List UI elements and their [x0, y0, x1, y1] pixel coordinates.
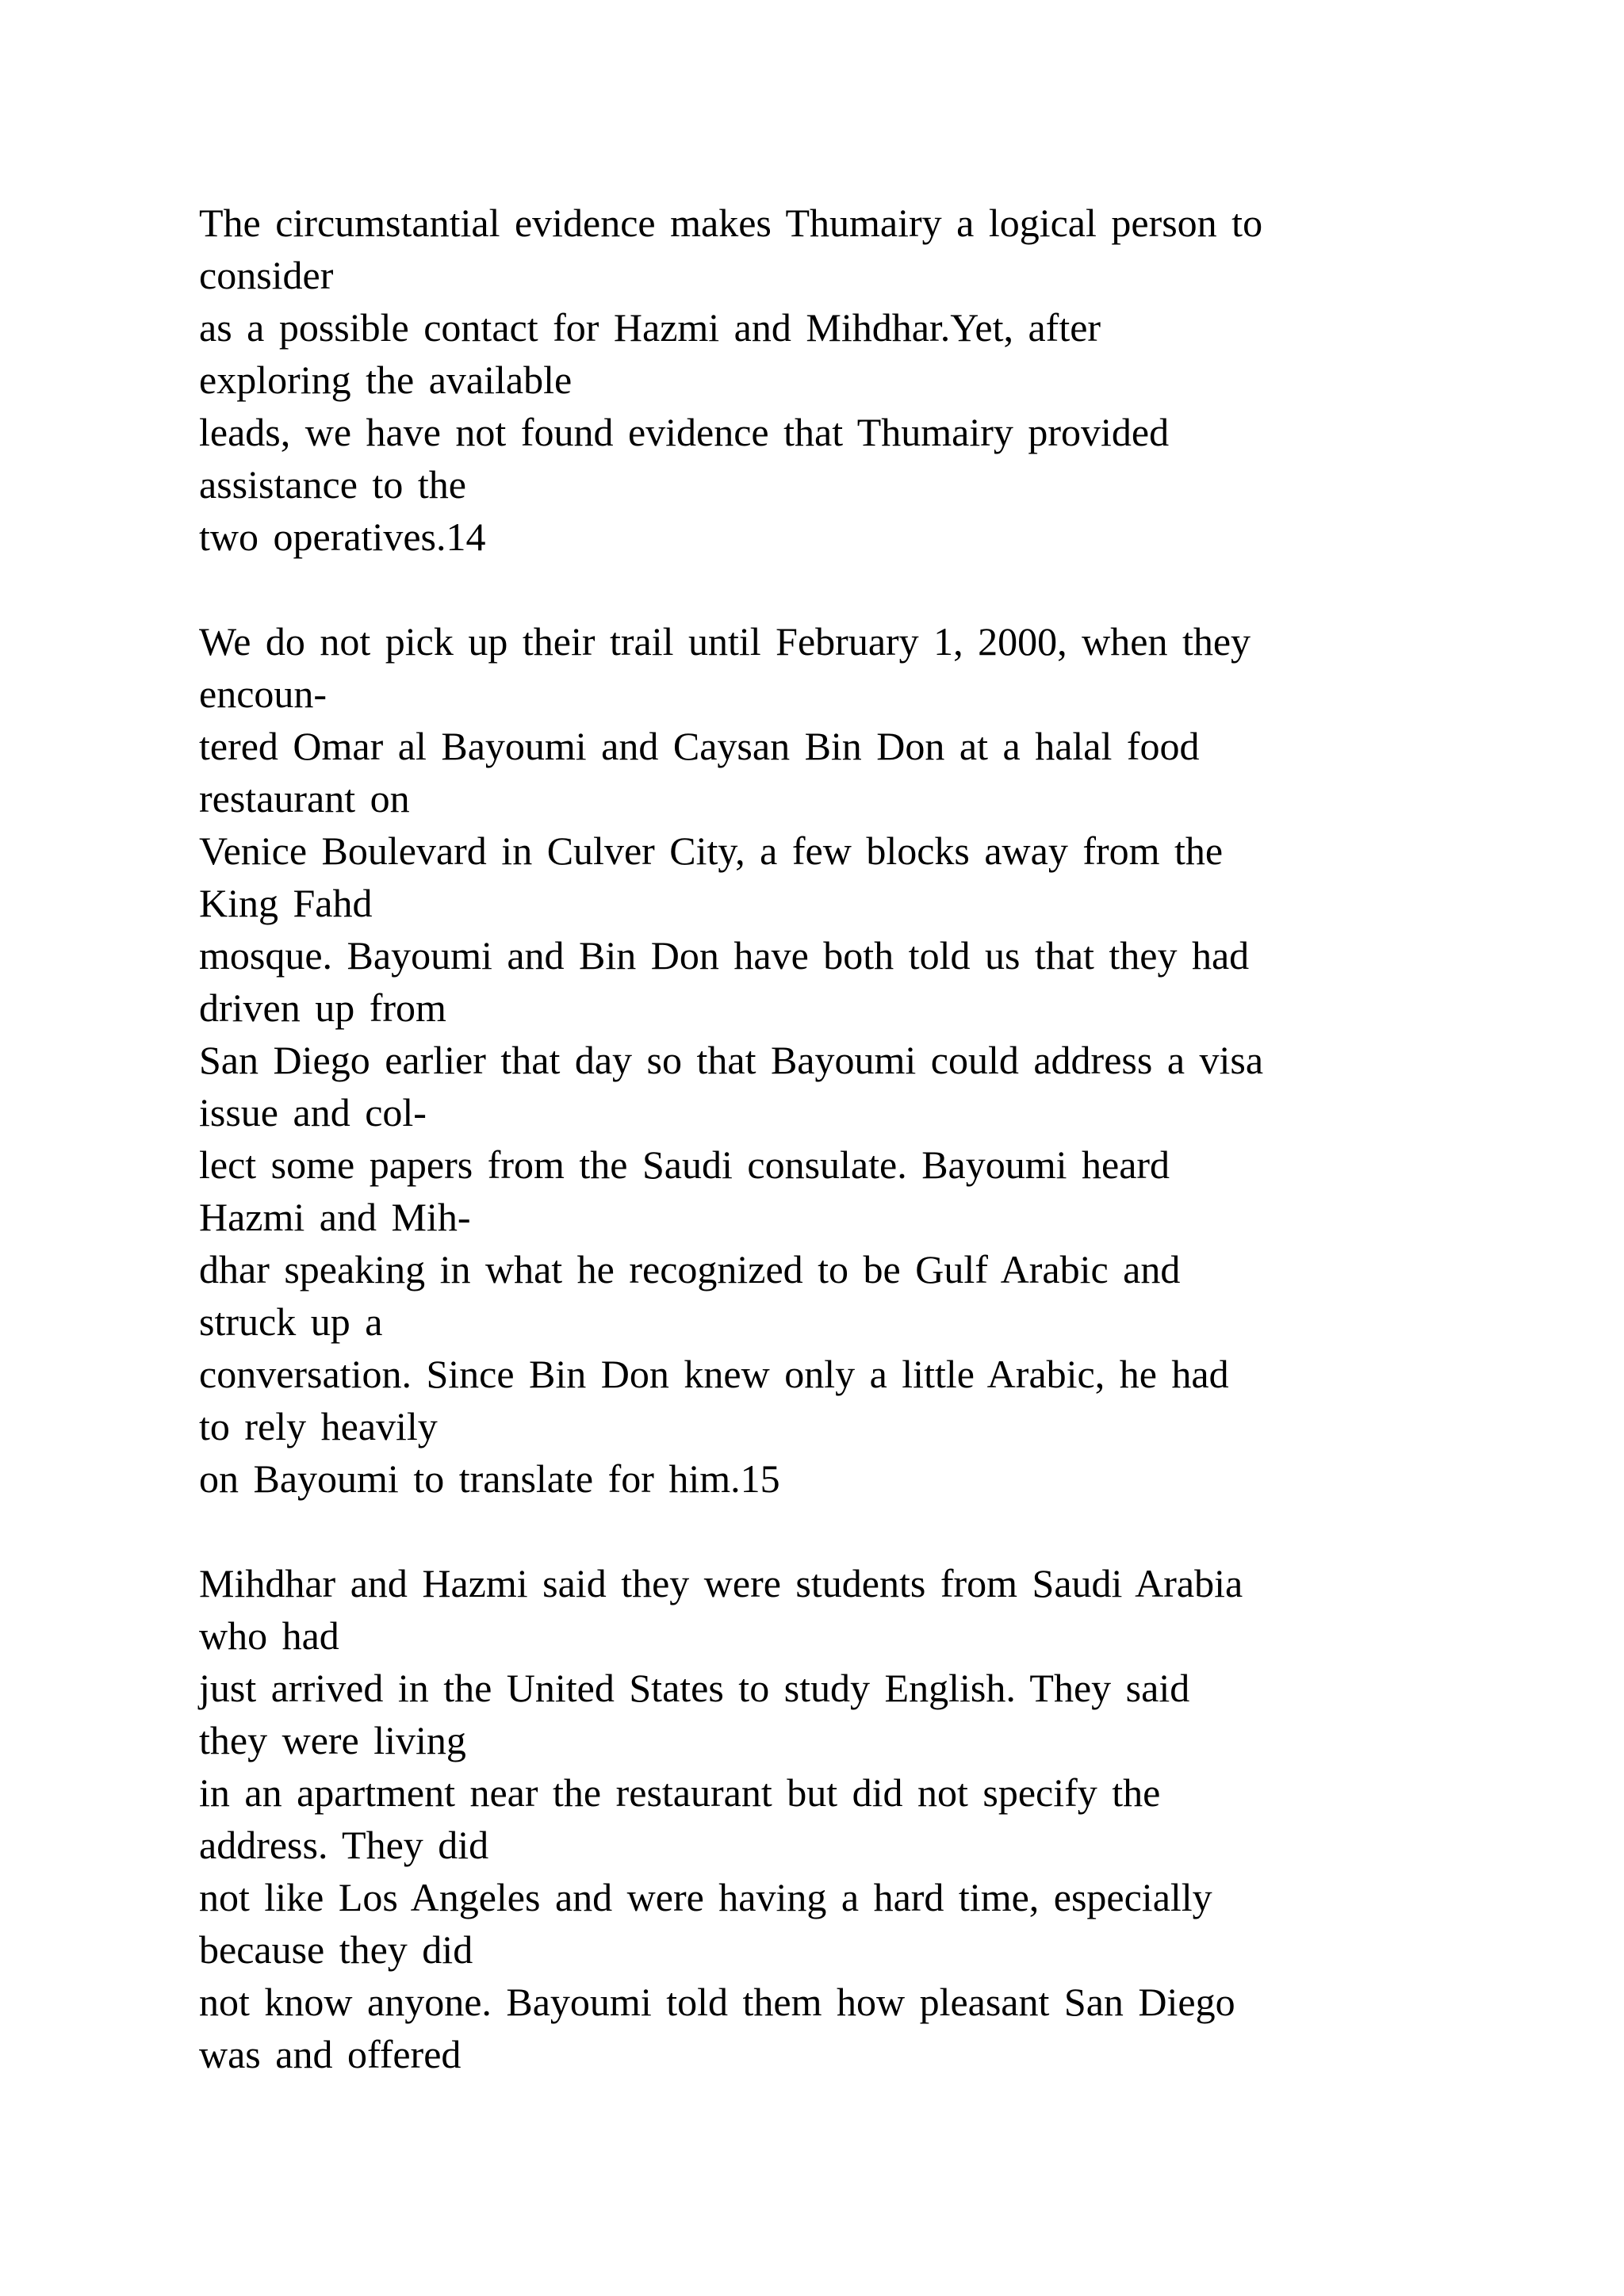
text-line: King Fahd [199, 881, 373, 925]
text-line: in an apartment near the restaurant but did not specify the [199, 1770, 1161, 1815]
text-line: they were living [199, 1718, 466, 1762]
text-line: not know anyone. Bayoumi told them how pleasant San Diego [199, 1980, 1235, 2024]
text-line: who had [199, 1613, 339, 1658]
text-line: issue and col- [199, 1090, 427, 1135]
paragraph-1 [199, 197, 1515, 563]
text-line: to rely heavily [199, 1404, 438, 1448]
text-line: mosque. Bayoumi and Bin Don have both told us that they had [199, 933, 1250, 978]
text-line: address. They did [199, 1823, 489, 1867]
text-line: consider [199, 253, 334, 297]
text-line: assistance to the [199, 462, 466, 507]
text-line: We do not pick up their trail until February 1, 2000, when they [199, 619, 1251, 664]
paragraph-2 [199, 615, 1515, 1505]
text-line: restaurant on [199, 776, 410, 821]
text-line: leads, we have not found evidence that Thumairy provided [199, 410, 1170, 454]
text-line: conversation. Since Bin Don knew only a little Arabic, he had [199, 1352, 1229, 1396]
text-line: on Bayoumi to translate for him.15 [199, 1456, 780, 1501]
text-line: exploring the available [199, 358, 573, 402]
text-line: San Diego earlier that day so that Bayoumi could address a visa [199, 1038, 1264, 1082]
paragraph-3 [199, 1557, 1515, 2080]
text-line: as a possible contact for Hazmi and Mihdhar.Yet, after [199, 305, 1101, 350]
text-line: lect some papers from the Saudi consulate. Bayoumi heard [199, 1142, 1170, 1187]
text-line: was and offered [199, 2032, 462, 2076]
text-line: Mihdhar and Hazmi said they were students from Saudi Arabia [199, 1561, 1243, 1605]
text-line: struck up a [199, 1299, 383, 1344]
text-line: The circumstantial evidence makes Thumairy a logical person to [199, 201, 1263, 245]
text-line: dhar speaking in what he recognized to be Gulf Arabic and [199, 1247, 1181, 1292]
body-text [199, 197, 1515, 2133]
text-line: just arrived in the United States to study English. They said [199, 1666, 1190, 1710]
text-line: encoun- [199, 672, 327, 716]
text-line: because they did [199, 1927, 473, 1972]
text-line: not like Los Angeles and were having a hard time, especially [199, 1875, 1212, 1919]
text-line: two operatives.14 [199, 515, 486, 559]
text-line: Hazmi and Mih- [199, 1195, 471, 1239]
text-line: Venice Boulevard in Culver City, a few blocks away from the [199, 828, 1224, 873]
text-line: tered Omar al Bayoumi and Caysan Bin Don at a halal food [199, 724, 1200, 768]
text-line: driven up from [199, 985, 446, 1030]
